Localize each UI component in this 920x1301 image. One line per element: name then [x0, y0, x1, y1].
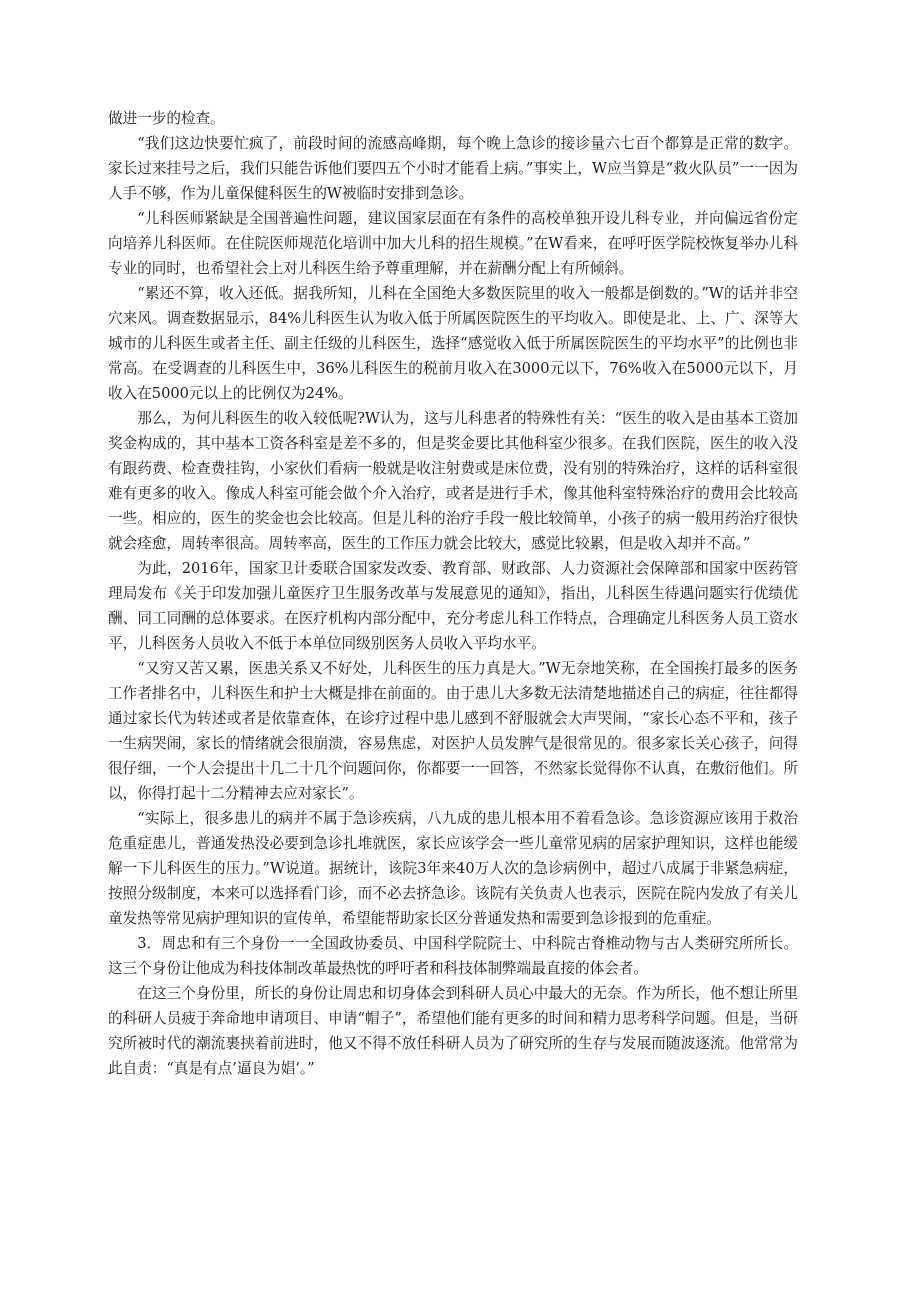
paragraph: 为此，2016年，国家卫计委联合国家发改委、教育部、财政部、人力资源社会保障部和国家中医药管理局发布《关于印发加强儿童医疗卫生服务改革与发展意见的通知》，指出，儿科医生待遇问题实行优绩优酬、同工同酬的总体要求。在医疗机构内部分配中，充分考虑儿科工作特点，合理确定儿科医务人员工资水平，儿科医务人员收入不低于本单位同级别医务人员收入平均水平。 [108, 560, 798, 652]
paragraph: “又穷又苦又累，医患关系又不好处，儿科医生的压力真是大。”W无奈地笑称，在全国挨打最多的医务工作者排名中，儿科医生和护士大概是排在前面的。由于患儿大多数无法清楚地描述自己的病症，往往都得通过家长代为转述或者是依靠查体，在诊疗过程中患儿感到不舒服就会大声哭闹，“家长心态不平和，孩子一生病哭闹，家长的情绪就会很崩溃，容易焦虑，对医护人员发脾气是很常见的。很多家长关心孩子，问得很仔细，一个人会提出十几二十几个问题问你，你都要一一回答，不然家长觉得你不认真，在敷衍他们。所以，你得打起十二分精神去应对家长”。 [108, 660, 798, 802]
paragraph: “儿科医师紧缺是全国普遍性问题，建议国家层面在有条件的高校单独开设儿科专业，并向偏远省份定向培养儿科医师。在住院医师规范化培训中加大儿科的招生规模。”在W看来，在呼吁医学院校恢复举办儿科专业的同时，也希望社会上对儿科医生给予尊重理解，并在薪酬分配上有所倾斜。 [108, 210, 798, 277]
paragraph: 那么，为何儿科医生的收入较低呢?W认为，这与儿科患者的特殊性有关：“医生的收入是由基本工资加奖金构成的，其中基本工资各科室是差不多的，但是奖金要比其他科室少很多。在我们医院，医生的收入没有跟药费、检查费挂钩，小家伙们看病一般就是收注射费或是床位费，没有别的特殊治疗，这样的话科室很难有更多的收入。像成人科室可能会做个介入治疗，或者是进行手术，像其他科室特殊治疗的费用会比较高一些。相应的，医生的奖金也会比较高。但是儿科的治疗手段一般比较简单，小孩子的病一般用药治疗很快就会痊愈，周转率很高。周转率高，医生的工作压力就会比较大，感觉比较累，但是收入却并不高。” [108, 410, 798, 552]
paragraph: 在这三个身份里，所长的身份让周忠和切身体会到科研人员心中最大的无奈。作为所长，他不想让所里的科研人员疲于奔命地申请项目、申请“帽子”，希望他们能有更多的时间和精力思考科学问题。但是，当研究所被时代的潮流裹挟着前进时，他又不得不放任科研人员为了研究所的生存与发展而随波逐流。他常常为此自责：“真是有点’逼良为娼‘。” [108, 985, 798, 1077]
paragraph: 做进一步的检查。 [108, 110, 225, 127]
paragraph: “我们这边快要忙疯了，前段时间的流感高峰期，每个晚上急诊的接诊量六七百个都算是正常的数字。家长过来挂号之后，我们只能告诉他们要四五个小时才能看上病。”事实上，W应当算是“救火队员”一一因为人手不够，作为儿童保健科医生的W被临时安排到急诊。 [108, 135, 798, 202]
numbered-paragraph: 3．周忠和有三个身份一一全国政协委员、中国科学院院士、中科院古脊椎动物与古人类研究所所长。这三个身份让他成为科技体制改革最热忱的呼吁者和科技体制弊端最直接的体会者。 [108, 935, 798, 977]
paragraph: “累还不算，收入还低。据我所知，儿科在全国绝大多数医院里的收入一般都是倒数的。”W的话并非空穴来风。调查数据显示，84%儿科医生认为收入低于所属医院医生的平均收入。即使是北、上、广、深等大城市的儿科医生或者主任、副主任级的儿科医生，选择“感觉收入低于所属医院医生的平均水平”的比例也非常高。在受调查的儿科医生中，36%儿科医生的税前月收入在3000元以下，76%收入在5000元以下，月收入在5000元以上的比例仅为24%。 [108, 285, 798, 402]
body-text [108, 106, 798, 1081]
paragraph: “实际上，很多患儿的病并不属于急诊疾病，八九成的患儿根本用不着看急诊。急诊资源应该用于救治危重症患儿，普通发热没必要到急诊扎堆就医，家长应该学会一些儿童常见病的居家护理知识，这样也能缓解一下儿科医生的压力。”W说道。据统计，该院3年来40万人次的急诊病例中，超过八成属于非紧急病症，按照分级制度，本来可以选择看门诊，而不必去挤急诊。该院有关负责人也表示，医院在院内发放了有关儿童发热等常见病护理知识的宣传单，希望能帮助家长区分普通发热和需要到急诊报到的危重症。 [108, 810, 798, 927]
